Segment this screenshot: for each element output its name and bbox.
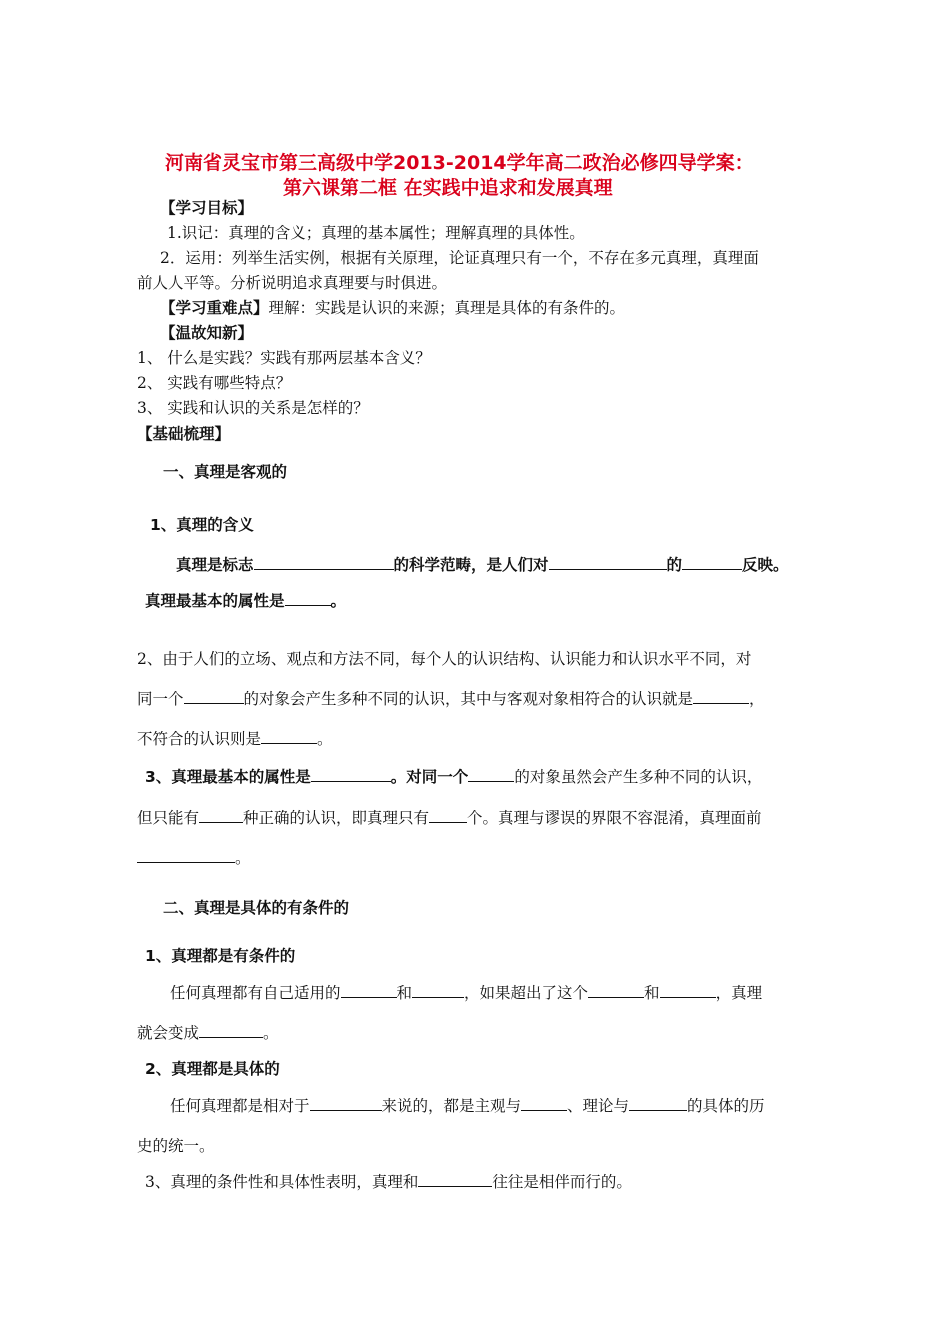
fill-blank[interactable] — [549, 555, 667, 570]
s2-item1-text-f: 就会变成 — [137, 1024, 200, 1042]
s1-item3-text-f: 个。真理与谬误的界限不容混淆，真理面前 — [467, 809, 762, 827]
s1-item3-line1 — [145, 765, 762, 787]
fill-blank[interactable] — [285, 591, 331, 606]
fill-blank[interactable] — [310, 1096, 382, 1111]
fill-blank[interactable] — [521, 1096, 567, 1111]
s1-item3-text-d: 但只能有 — [137, 809, 200, 827]
review-question-1: 1、 什么是实践？实践有那两层基本含义？ — [137, 349, 431, 367]
s1-item2-text-c: 的对象会产生多种不同的认识，其中与客观对象相符合的认识就是 — [243, 690, 694, 708]
s2-item1-text-d: 和 — [644, 984, 660, 1002]
s1-item2-text-f: 。 — [317, 730, 333, 748]
s1-item1-line1 — [176, 553, 789, 575]
review-question-3: 3、 实践和认识的关系是怎样的？ — [137, 399, 369, 417]
objective-item-1: 1.识记：真理的含义；真理的基本属性；理解真理的具体性。 — [167, 224, 585, 242]
s1-item1-text-c: 的 — [666, 556, 683, 574]
key-points-text: 理解：实践是认识的来源；真理是具体的有条件的。 — [268, 299, 626, 317]
s2-item1-line1 — [170, 981, 762, 1003]
fill-blank[interactable] — [184, 689, 244, 704]
section-2-title: 二、真理是具体的有条件的 — [163, 899, 350, 917]
fill-blank[interactable] — [588, 983, 644, 998]
fill-blank[interactable] — [341, 983, 397, 998]
s1-item2-line2 — [137, 687, 765, 709]
fill-blank[interactable] — [412, 983, 464, 998]
s1-item3-line3 — [137, 846, 251, 868]
s1-item3-line2 — [137, 806, 762, 828]
fill-blank[interactable] — [429, 808, 467, 823]
s2-item2-text-b: 来说的，都是主观与 — [381, 1097, 522, 1115]
s1-item1-text-b: 的科学范畴，是人们对 — [393, 556, 549, 574]
s1-item3-text-a: 3、真理最基本的属性是 — [145, 768, 311, 786]
s2-item2-line1 — [170, 1094, 765, 1116]
s1-item2-line3 — [137, 727, 333, 749]
s1-item1-text-d: 反映。 — [742, 556, 789, 574]
s2-item2-text-d: 的具体的历 — [687, 1097, 765, 1115]
s2-item1-title: 1、真理都是有条件的 — [145, 947, 296, 965]
doc-title-line1: 河南省灵宝市第三高级中学2013-2014学年高二政治必修四导学案： — [165, 152, 754, 174]
s1-item1-text-f: 。 — [330, 592, 347, 610]
s1-item1-title: 1、真理的含义 — [150, 516, 254, 534]
fill-blank[interactable] — [261, 729, 317, 744]
s1-item1-text-e: 真理最基本的属性是 — [145, 592, 285, 610]
s2-item1-text-g: 。 — [263, 1024, 279, 1042]
s1-item2-text-d: ， — [749, 690, 765, 708]
objective-item-2b: 前人人平等。分析说明追求真理要与时俱进。 — [137, 274, 448, 292]
objectives-heading: 【学习目标】 — [160, 199, 254, 217]
fill-blank[interactable] — [682, 555, 742, 570]
objective-item-2a: 2．运用：列举生活实例，根据有关原理，论证真理只有一个，不存在多元真理，真理面 — [160, 249, 759, 267]
fill-blank[interactable] — [468, 767, 514, 782]
s1-item2-line1: 2、由于人们的立场、观点和方法不同，每个人的认识结构、认识能力和认识水平不同，对 — [137, 650, 752, 668]
fill-blank[interactable] — [254, 555, 394, 570]
s2-item1-text-b: 和 — [396, 984, 413, 1002]
s2-item2-text-c: 、理论与 — [567, 1097, 630, 1115]
s2-item1-text-e: ，真理 — [715, 984, 763, 1002]
doc-title-line2: 第六课第二框 在实践中追求和发展真理 — [283, 177, 613, 199]
s1-item1-text-a: 真理是标志 — [176, 556, 254, 574]
s2-item3-text-a: 3、真理的条件性和具体性表明，真理和 — [145, 1173, 419, 1191]
s1-item2-text-e: 不符合的认识则是 — [137, 730, 262, 748]
s2-item1-line2 — [137, 1021, 279, 1043]
s1-item3-text-b: 。对同一个 — [390, 768, 469, 786]
s2-item2-line2: 史的统一。 — [137, 1137, 215, 1155]
review-question-2: 2、 实践有哪些特点？ — [137, 374, 292, 392]
s2-item3-line — [145, 1170, 632, 1192]
key-points-row — [160, 296, 625, 318]
s1-item3-text-e: 种正确的认识，即真理只有 — [243, 809, 430, 827]
fill-blank[interactable] — [629, 1096, 687, 1111]
s2-item2-title: 2、真理都是具体的 — [145, 1060, 280, 1078]
fill-blank[interactable] — [199, 808, 243, 823]
s1-item1-line2 — [145, 589, 346, 611]
s1-item2-text-b: 同一个 — [137, 690, 184, 708]
section-1-title: 一、真理是客观的 — [163, 463, 288, 481]
fill-blank[interactable] — [693, 689, 749, 704]
s2-item3-text-b: 往往是相伴而行的。 — [492, 1173, 632, 1191]
fill-blank[interactable] — [660, 983, 716, 998]
fill-blank[interactable] — [311, 767, 391, 782]
s1-item3-text-g: 。 — [235, 849, 251, 867]
s2-item1-text-c: ，如果超出了这个 — [464, 984, 589, 1002]
key-points-heading: 【学习重难点】 — [160, 299, 269, 317]
basics-heading: 【基础梳理】 — [137, 425, 231, 443]
fill-blank[interactable] — [137, 848, 235, 863]
s1-item3-text-c: 的对象虽然会产生多种不同的认识， — [514, 768, 763, 786]
fill-blank[interactable] — [418, 1172, 492, 1187]
s2-item2-text-a: 任何真理都是相对于 — [170, 1097, 310, 1115]
s2-item1-text-a: 任何真理都有自己适用的 — [170, 984, 341, 1002]
fill-blank[interactable] — [199, 1023, 263, 1038]
review-heading: 【温故知新】 — [160, 324, 254, 342]
